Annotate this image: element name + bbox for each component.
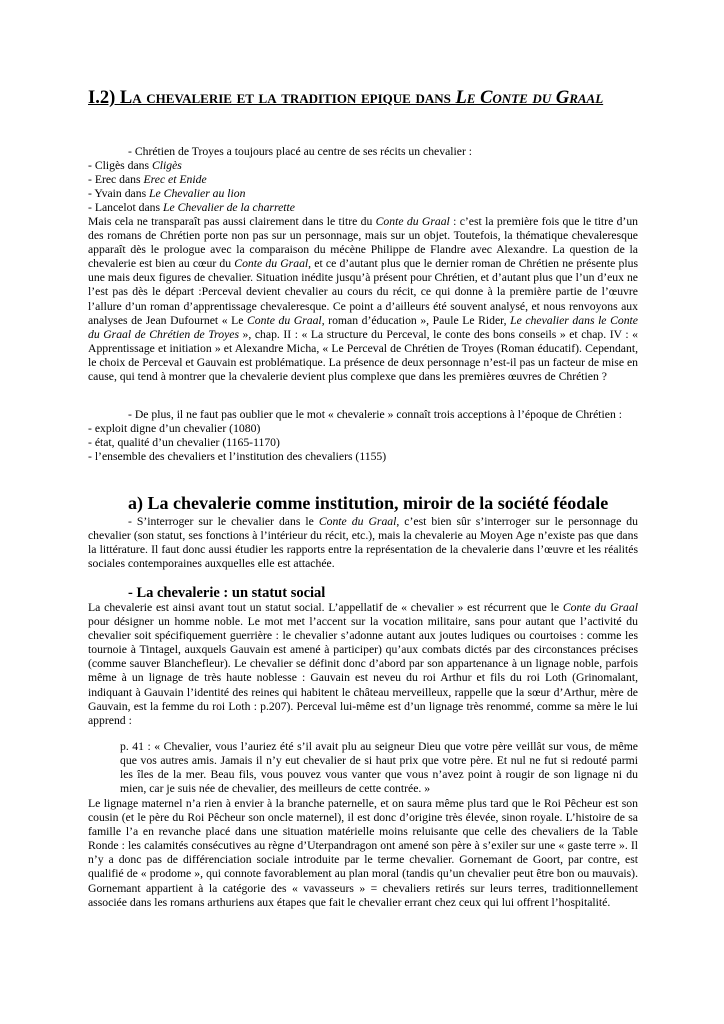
title-prefix: I.2) L: [88, 88, 133, 108]
intro-list-item: - Yvain dans Le Chevalier au lion: [88, 187, 246, 201]
subsection-heading: - La chevalerie : un statut social: [128, 585, 326, 601]
subsection-paragraph: La chevalerie est ainsi avant tout un statut social. L’appellatif de « chevalier » est récurrent que le Conte du Graal pour désigner un homme noble. Le mot met l’accent sur la vocation militaire, sans pour autant que l’activité du chevalier soit spécifiquement guerrière : le chevalier s’adonne autant aux joutes ludiques ou courtoises : comme les tournoie à Tintagel, auxquels Gauvain est amené à participer) qu’aux combats dictés par des circonstances précises (comme sauver Blanchefleur). Le chevalier se définit donc d’abord par son appartenance à un lignage noble, parfois même à un lignage de très haute noblesse : Gauvain est neveu du roi Arthur et fils du roi Loth (Grinomalant, indiquant à Gauvain l’identité des reines qui habitent le château merveilleux, rappelle que la sœur d’Arthur, mère de Gauvain, est la femme du roi Loth : p.207). Perceval lui-même est d’un lignage très renommé, comme sa mère le lui apprend :: [88, 601, 638, 727]
paragraph-1: Mais cela ne transparaît pas aussi clairement dans le titre du Conte du Graal : c’est la première fois que le titre d’un des romans de Chrétien porte non pas sur un personnage, mais sur un objet. Toutefois, la thématique chevaleresque apparaît dès le prologue avec la comparaison du mécène Philippe de Flandre avec Alexandre. La question de la chevalerie est bien au cœur du Conte du Graal, et ce d’autant plus que le dernier roman de Chrétien ne présente plus une mais deux figures de chevalier. Situation inédite jusqu’à présent pour Chrétien, et d’autant plus que l’un d’eux ne l’est pas dès le départ :Perceval devient chevalier au cours du récit, ce qui donne à la première partie de l’œuvre l’allure d’un roman d’apprentissage chevaleresque. Ce point a d’ailleurs été souvent analysé, et nous renvoyons aux analyses de Jean Dufournet « Le Conte du Graal, roman d’éducation », Paule Le Rider, Le chevalier dans le Conte du Graal de Chrétien de Troyes », chap. II : « La structure du Perceval, le conte des bons conseils » et chap. IV : « Apprentissage et initiation » et Alexandre Micha, « Le Perceval de Chrétien de Troyes (Roman éducatif). Cependant, le choix de Perceval et Gauvain est problématique. La présence de deux personnage n’est-il pas un facteur de mise en cause, qui tend à montrer que la chevalerie devient plus complexe que dans les premières œuvres de Chrétien ?: [88, 215, 639, 384]
final-paragraph: Le lignage maternel n’a rien à envier à la branche paternelle, et on saura même plus tard que le Roi Pêcheur est son cousin (et le père du Roi Pêcheur son oncle maternel), il est donc d’origine très élevée, sinon royale. L’histoire de sa famille l’a en revanche placé dans une situation matérielle moins reluisante que celle des chevaliers de la Table Ronde : les calamités consécutives au règne d’Uterpandragon ont amené son père à s’exiler sur une « gaste terre ». Il n’y a donc pas de différenciation sociale introduite par le terme chevalier. Gornemant de Goort, par contre, est qualifié de « prodome », qui connote favorablement au plan moral (tandis qu’un chevalier peut être bon ou mauvais). Gornemant appartient à la catégorie des « vavasseurs » = chevaliers retirés sur leurs terres, traditionnellement associée dans les romans arthuriens aux étapes que fait le chevalier errant chez ceux qui lui offrent l’hospitalité.: [88, 797, 638, 909]
block-quote: p. 41 : « Chevalier, vous l’auriez été s’il avait plu au seigneur Dieu que votre père veillât sur vous, de même que vos autres amis. Jamais il n’y eut chevalier de si haut prix que votre père. Et nul ne fut si redouté parmi les îles de la mer. Beau fils, vous pouvez vous vanter que vous n’avez point à rougir de son lignage ni du mien, car je suis née de chevalier, des meilleurs de cette contrée. »: [120, 740, 638, 796]
intro-block: [88, 145, 638, 215]
acceptions-item: - état, qualité d’un chevalier (1165-1170): [88, 436, 280, 450]
paragraph-2: [88, 408, 638, 464]
acceptions-lead: - De plus, il ne faut pas oublier que le mot « chevalerie » connaît trois acceptions à l’époque de Chrétien :: [128, 408, 622, 421]
title-part1: a chevalerie et la tradition epique dans: [132, 88, 456, 108]
intro-lead: - Chrétien de Troyes a toujours placé au centre de ses récits un chevalier :: [128, 145, 473, 158]
intro-list-item: - Erec dans Erec et Enide: [88, 173, 207, 187]
title-italic-initial: L: [455, 88, 467, 108]
section-a-heading: a) La chevalerie comme institution, miroir de la société féodale: [128, 493, 609, 513]
acceptions-item: - l’ensemble des chevaliers et l’institution des chevaliers (1155): [88, 450, 387, 464]
intro-list-item: - Cligès dans Cligès: [88, 159, 182, 173]
title-italic-rest: e Conte du Graal: [466, 88, 604, 108]
section-title: [88, 88, 648, 109]
section-a-paragraph: - S’interroger sur le chevalier dans le Conte du Graal, c’est bien sûr s’interroger sur le personnage du chevalier (son statut, ses fonctions à l’intérieur du récit, etc.), mais la chevalerie au Moyen Age n’existe pas que dans la littérature. Il faut donc aussi étudier les rapports entre la représentation de la chevalerie dans l’œuvre et les réalités sociales contemporaines auxquelles elle est attachée.: [88, 515, 638, 571]
intro-list-item: - Lancelot dans Le Chevalier de la charrette: [88, 201, 295, 215]
acceptions-item: - exploit digne d’un chevalier (1080): [88, 422, 261, 436]
